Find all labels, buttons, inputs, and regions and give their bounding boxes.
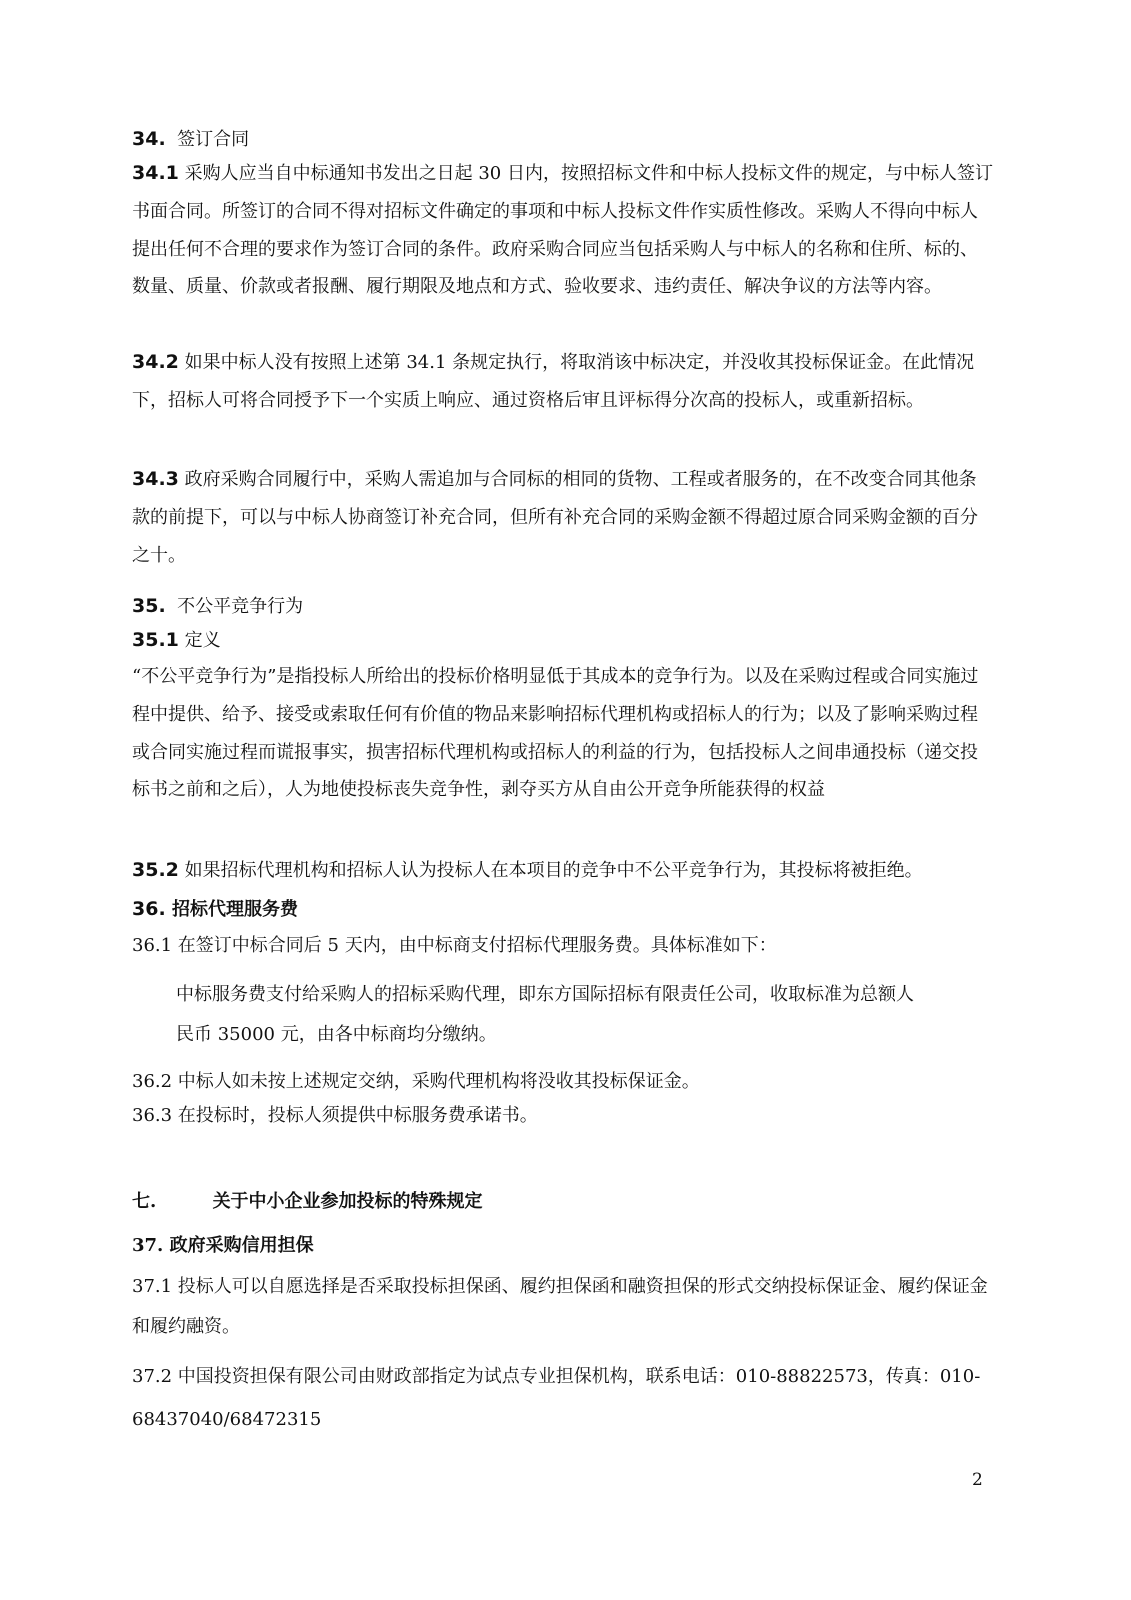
chapter-title: 关于中小企业参加投标的特殊规定: [212, 1191, 483, 1212]
clause-37-1: 37.1 投标人可以自愿选择是否采取投标担保函、履约担保函和融资担保的形式交纳投标保证金、履约保证金和履约融资。: [132, 1276, 988, 1337]
clause-text: 如果招标代理机构和招标人认为投标人在本项目的竞争中不公平竞争行为，其投标将被拒绝。: [184, 860, 923, 881]
clause-text: 采购人应当自中标通知书发出之日起 30 日内，按照招标文件和中标人投标文件的规定，与中标人签订书面合同。所签订的合同不得对招标文件确定的事项和中标人投标文件作实质性修改。采购人不得向中标人提出任何不合理的要求作为签订合同的条件。政府采购合同应当包括采购人与中标人的名称和住所、标的、数量、质量、价款或者报酬、履行期限及地点和方式、验收要求、违约责任、解决争议的方法等内容。: [132, 163, 993, 298]
clause-34-1: [132, 155, 994, 306]
clause-number: 35.2: [132, 859, 179, 881]
clause-34-2: [132, 344, 994, 420]
clause-36-3: 36.3 在投标时，投标人须提供中标服务费承诺书。: [132, 1105, 538, 1126]
clause-35-1-heading: [132, 622, 994, 659]
section-title: 签订合同: [177, 129, 250, 150]
clause-text: 政府采购合同履行中，采购人需追加与合同标的相同的货物、工程或者服务的，在不改变合同其他条款的前提下，可以与中标人协商签订补充合同，但所有补充合同的采购金额不得超过原合同采购金额的百分之十。: [132, 469, 978, 566]
clause-number: 34.1: [132, 162, 179, 184]
section-title: 招标代理服务费: [171, 899, 298, 920]
clause-number: 34.3: [132, 468, 179, 490]
section-34-heading: [132, 119, 994, 160]
section-35-heading: [132, 586, 994, 627]
section-number: 36.: [132, 898, 166, 920]
clause-number: 35.1: [132, 629, 179, 651]
clause-35-2: [132, 850, 994, 891]
clause-34-3: [132, 461, 994, 574]
section-number: 35.: [132, 595, 166, 617]
service-fee-line-2: 民币 35000 元，由各中标商均分缴纳。: [176, 1024, 497, 1045]
chapter-number: 七.: [132, 1191, 157, 1212]
service-fee-detail: [176, 975, 994, 1055]
chapter-7-heading: [132, 1184, 994, 1220]
section-title: 不公平竞争行为: [177, 596, 304, 617]
clause-number: 34.2: [132, 351, 179, 373]
clause-35-1-text: “不公平竞争行为”是指投标人所给出的投标价格明显低于其成本的竞争行为。以及在采购过程或合同实施过程中提供、给予、接受或索取任何有价值的物品来影响招标代理机构或招标人的行为；以及了影响采购过程或合同实施过程而谎报事实，损害招标代理机构或招标人的利益的行为，包括投标人之间串通投标（递交投标书之前和之后），人为地使投标丧失竞争性，剥夺买方从自由公开竞争所能获得的权益: [132, 666, 979, 801]
clause-36-1: 36.1 在签订中标合同后 5 天内，由中标商支付招标代理服务费。具体标准如下：: [132, 935, 777, 956]
page-number: 2: [972, 1470, 983, 1490]
clause-text: 如果中标人没有按照上述第 34.1 条规定执行，将取消该中标决定，并没收其投标保证金。在此情况下，招标人可将合同授予下一个实质上响应、通过资格后审且评标得分次高的投标人，或重新招标。: [132, 352, 975, 411]
clause-36-2: 36.2 中标人如未按上述规定交纳，采购代理机构将没收其投标保证金。: [132, 1071, 700, 1092]
clause-title: 定义: [184, 630, 221, 651]
section-36-heading: [132, 891, 994, 928]
service-fee-line-1: 中标服务费支付给采购人的招标采购代理，即东方国际招标有限责任公司，收取标准为总额人: [176, 984, 914, 1005]
section-37-heading: 37. 政府采购信用担保: [132, 1235, 314, 1256]
section-number: 34.: [132, 128, 166, 150]
clause-37-2: 37.2 中国投资担保有限公司由财政部指定为试点专业担保机构，联系电话：010-88822573，传真：010-68437040/68472315: [132, 1366, 981, 1430]
